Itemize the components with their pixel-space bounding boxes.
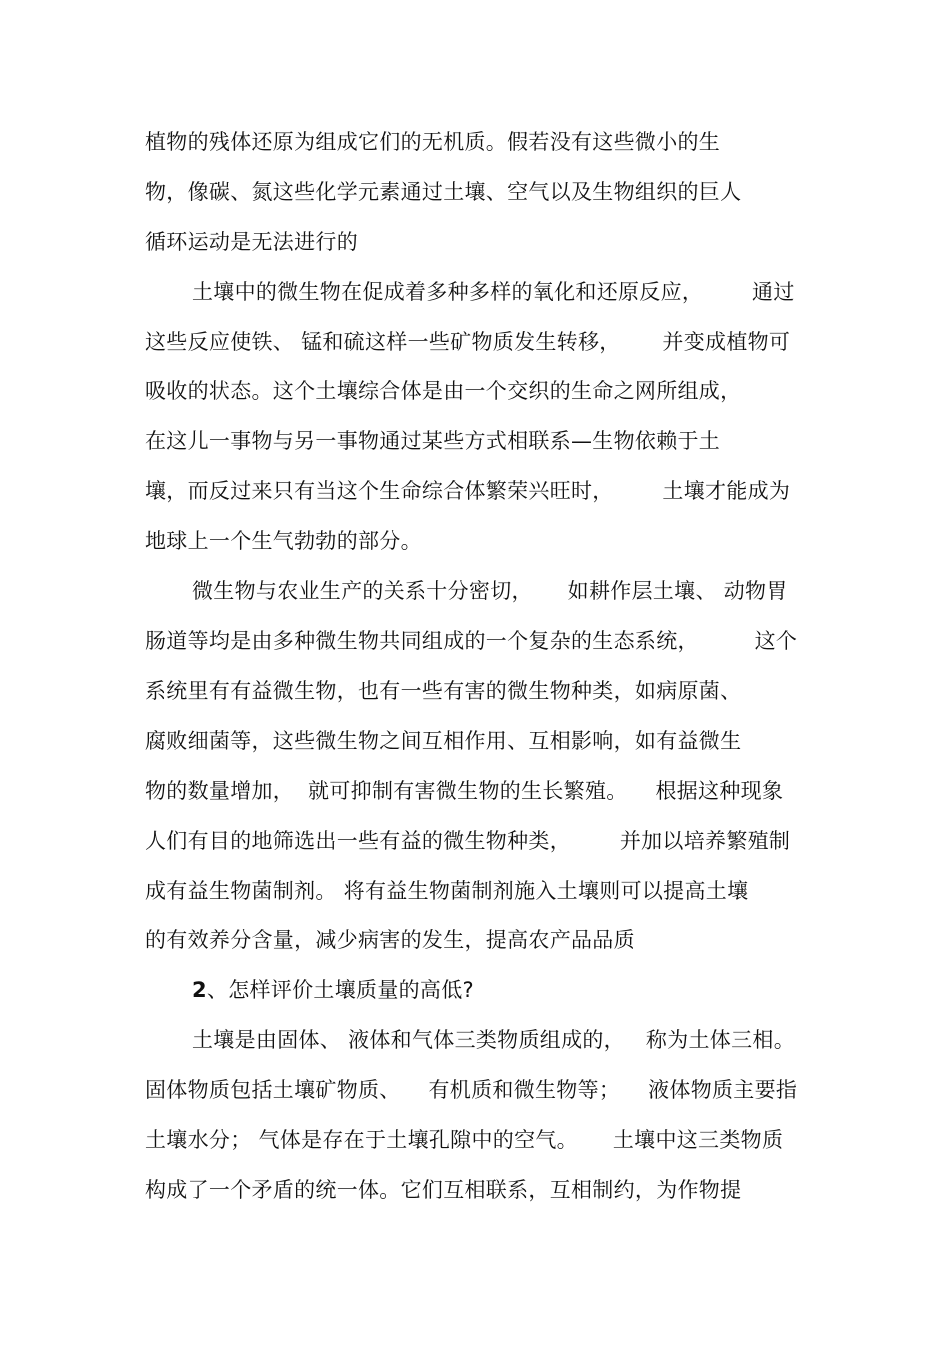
heading-text: 、怎样评价土壤质量的高低? <box>206 978 474 1002</box>
paragraph-start-line: 土壤是由固体、 液体和气体三类物质组成的， 称为土体三相。 <box>192 1028 795 1052</box>
paragraph-start-line: 微生物与农业生产的关系十分密切， 如耕作层土壤、 动物胃 <box>192 579 788 603</box>
text-line: 吸收的状态。这个土壤综合体是由一个交织的生命之网所组成， <box>145 379 742 403</box>
text-line: 腐败细菌等，这些微生物之间互相作用、互相影响，如有益微生 <box>145 729 742 753</box>
text-line: 构成了一个矛盾的统一体。它们互相联系，互相制约，为作物提 <box>145 1178 742 1202</box>
heading-number: 2 <box>192 978 207 1002</box>
text-line: 土壤水分； 气体是存在于土壤孔隙中的空气。 土壤中这三类物质 <box>145 1128 784 1152</box>
text-line: 肠道等均是由多种微生物共同组成的一个复杂的生态系统， 这个 <box>145 629 798 653</box>
text-line: 人们有目的地筛选出一些有益的微生物种类， 并加以培养繁殖制 <box>145 829 791 853</box>
text-line: 植物的残体还原为组成它们的无机质。假若没有这些微小的生 <box>145 130 721 154</box>
text-line: 物的数量增加， 就可抑制有害微生物的生长繁殖。 根据这种现象 <box>145 779 784 803</box>
text-line: 系统里有有益微生物，也有一些有害的微生物种类，如病原菌、 <box>145 679 742 703</box>
text-line: 固体物质包括土壤矿物质、 有机质和微生物等； 液体物质主要指 <box>145 1078 798 1102</box>
text-line: 循环运动是无法进行的 <box>145 230 358 254</box>
text-line: 成有益生物菌制剂。 将有益生物菌制剂施入土壤则可以提高土壤 <box>145 879 749 903</box>
paragraph-start-line: 土壤中的微生物在促成着多种多样的氧化和还原反应， 通过 <box>192 280 795 304</box>
section-heading <box>192 975 474 1005</box>
text-line: 这些反应使铁、 锰和硫这样一些矿物质发生转移， 并变成植物可 <box>145 330 791 354</box>
text-line: 的有效养分含量，减少病害的发生，提高农产品品质 <box>145 928 635 952</box>
text-line: 壤，而反过来只有当这个生命综合体繁荣兴旺时， 土壤才能成为 <box>145 479 791 503</box>
text-line: 物，像碳、氮这些化学元素通过土壤、空气以及生物组织的巨人 <box>145 180 742 204</box>
text-line: 地球上一个生气勃勃的部分。 <box>145 529 422 553</box>
text-line: 在这儿一事物与另一事物通过某些方式相联系—生物依赖于土 <box>145 429 721 453</box>
